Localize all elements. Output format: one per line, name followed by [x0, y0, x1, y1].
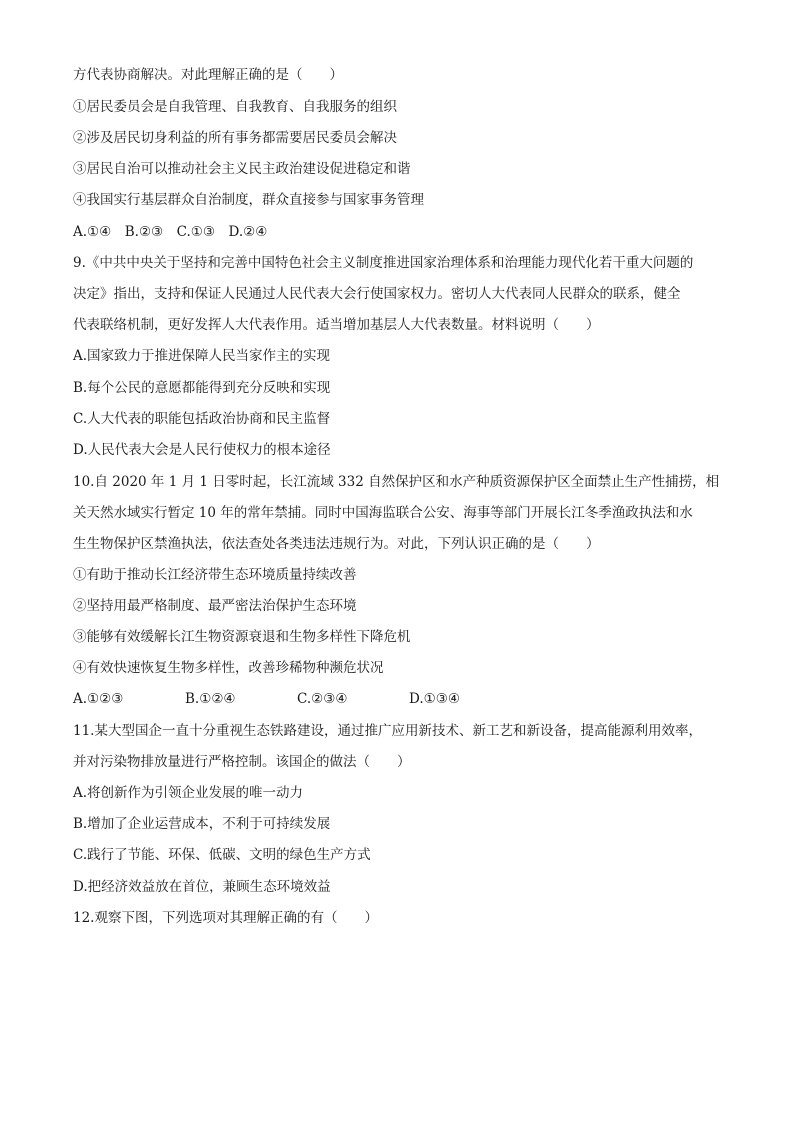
q10-stem-line-1: 10.自 2020 年 1 月 1 日零时起，长江流域 332 自然保护区和水产种质资源保护区全面禁止生产性捕捞，相: [73, 474, 720, 490]
q11-stem-line-2: 并对污染物排放量进行严格控制。该国企的做法（ ）: [73, 754, 411, 770]
q8-statement-2: ②涉及居民切身利益的所有事务都需要居民委员会解决: [73, 130, 397, 146]
q10-stem-line-3: 生生物保护区禁渔执法，依法查处各类违法违规行为。对此，下列认识正确的是（ ）: [73, 536, 600, 552]
q9-option-b: B.每个公民的意愿都能得到充分反映和实现: [73, 380, 331, 396]
q11-option-c: C.践行了节能、环保、低碳、文明的绿色生产方式: [73, 847, 371, 863]
q10-statement-3: ③能够有效缓解长江生物资源衰退和生物多样性下降危机: [73, 629, 411, 645]
q10-option-d: D.①③④: [409, 691, 460, 707]
q12-stem: 12.观察下图，下列选项对其理解正确的有（ ）: [73, 910, 378, 926]
q9-stem-line-3: 代表联络机制，更好发挥人大代表作用。适当增加基层人大代表数量。材料说明（ ）: [73, 317, 600, 333]
q9-option-a: A.国家致力于推进保障人民当家作主的实现: [73, 348, 331, 364]
q8-statement-3: ③居民自治可以推动社会主义民主政治建设促进稳定和谐: [73, 161, 411, 177]
q10-statement-4: ④有效快速恢复生物多样性，改善珍稀物种濒危状况: [73, 660, 384, 676]
q9-option-d: D.人民代表大会是人民行使权力的根本途径: [73, 442, 331, 458]
q8-stem-tail: 方代表协商解决。对此理解正确的是（ ）: [73, 67, 343, 83]
q9-stem-line-1: 9.《中共中央关于坚持和完善中国特色社会主义制度推进国家治理体系和治理能力现代化若干重大问题的: [73, 255, 694, 271]
q9-option-c: C.人大代表的职能包括政治协商和民主监督: [73, 411, 331, 427]
q10-statement-2: ②坚持用最严格制度、最严密法治保护生态环境: [73, 598, 357, 614]
q8-statement-1: ①居民委员会是自我管理、自我教育、自我服务的组织: [73, 99, 397, 115]
q11-option-b: B.增加了企业运营成本，不利于可持续发展: [73, 816, 331, 832]
q9-stem-line-2: 决定》指出，支持和保证人民通过人民代表大会行使国家权力。密切人大代表同人民群众的联系，健全: [73, 286, 681, 302]
q10-statement-1: ①有助于推动长江经济带生态环境质量持续改善: [73, 567, 357, 583]
q10-option-a: A.①②③: [73, 691, 124, 707]
q11-option-a: A.将创新作为引领企业发展的唯一动力: [73, 785, 304, 801]
q10-stem-line-2: 关天然水域实行暂定 10 年的常年禁捕。同时中国海监联合公安、海事等部门开展长江冬季渔政执法和水: [73, 505, 693, 521]
q10-option-c: C.②③④: [297, 691, 348, 707]
q11-stem-line-1: 11.某大型国企一直十分重视生态铁路建设，通过推广应用新技术、新工艺和新设备，提高能源利用效率，: [73, 723, 702, 739]
q8-options: A.①④ B.②③ C.①③ D.②④: [73, 224, 268, 240]
q10-option-b: B.①②④: [185, 691, 236, 707]
q11-option-d: D.把经济效益放在首位，兼顾生态环境效益: [73, 879, 331, 895]
q8-statement-4: ④我国实行基层群众自治制度，群众直接参与国家事务管理: [73, 192, 424, 208]
